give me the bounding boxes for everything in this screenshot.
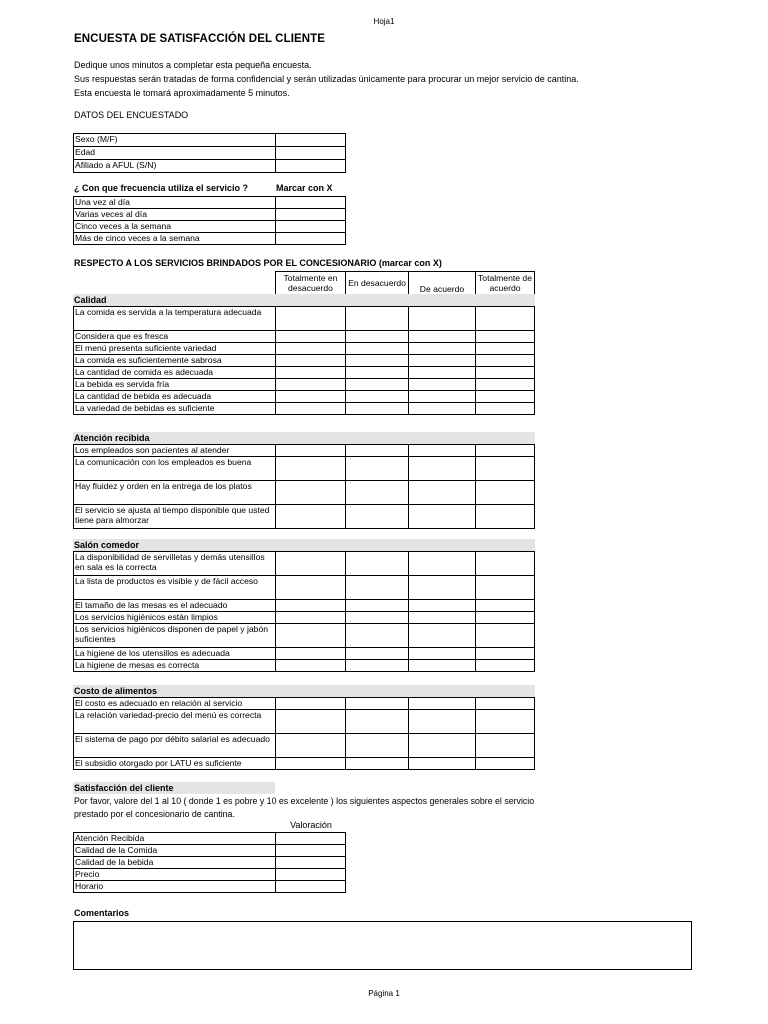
rating-cell[interactable]	[346, 648, 409, 660]
section-band-atencion: Atención recibida	[73, 432, 535, 444]
rating-cell[interactable]	[276, 331, 346, 343]
rating-cell[interactable]	[346, 600, 409, 612]
rating-cell[interactable]	[409, 481, 476, 505]
question-label: El costo es adecuado en relación al servicio	[74, 698, 276, 710]
rating-cell[interactable]	[476, 660, 535, 672]
rating-cell[interactable]	[476, 648, 535, 660]
rating-cell[interactable]	[276, 624, 346, 648]
rating-cell[interactable]	[476, 758, 535, 770]
answer-cell[interactable]	[276, 134, 346, 147]
question-label: La cantidad de comida es adecuada	[74, 367, 276, 379]
rating-cell[interactable]	[346, 612, 409, 624]
intro-line: Dedique unos minutos a completar esta pequeña encuesta.	[74, 60, 312, 70]
rating-cell[interactable]	[276, 445, 346, 457]
respondent-label: Sexo (M/F)	[74, 134, 276, 147]
intro-text	[74, 58, 579, 100]
rating-cell[interactable]	[346, 343, 409, 355]
question-label: La higiene de mesas es correcta	[74, 660, 276, 672]
services-heading: RESPECTO A LOS SERVICIOS BRINDADOS POR EL CONCESIONARIO (marcar con X)	[74, 258, 442, 268]
rating-cell[interactable]	[346, 758, 409, 770]
rating-cell[interactable]	[409, 355, 476, 367]
question-label: La variedad de bebidas es suficiente	[74, 403, 276, 415]
rating-cell[interactable]	[476, 343, 535, 355]
rating-cell[interactable]	[276, 600, 346, 612]
costo-table	[73, 697, 535, 770]
rating-cell[interactable]	[409, 660, 476, 672]
intro-line: Sus respuestas serán tratadas de forma confidencial y serán utilizadas únicamente para procurar un mejor servicio de cantina.	[74, 74, 579, 84]
rating-cell[interactable]	[476, 505, 535, 529]
rating-cell[interactable]	[409, 307, 476, 331]
rating-cell[interactable]	[409, 379, 476, 391]
question-label: La relación variedad-precio del menú es correcta	[74, 710, 276, 734]
section-band-costo: Costo de alimentos	[73, 685, 535, 697]
section-band-salon: Salón comedor	[73, 539, 535, 551]
rating-cell[interactable]	[409, 698, 476, 710]
rating-cell[interactable]	[276, 355, 346, 367]
rating-cell[interactable]	[409, 734, 476, 758]
frequency-mark-label: Marcar con X	[276, 183, 333, 193]
rating-cell[interactable]	[276, 612, 346, 624]
rating-cell[interactable]	[476, 624, 535, 648]
rating-cell[interactable]	[476, 445, 535, 457]
rating-cell[interactable]	[276, 734, 346, 758]
rating-cell[interactable]	[276, 758, 346, 770]
respondent-label: Afiliado a AFUL (S/N)	[74, 160, 276, 173]
salon-table	[73, 551, 535, 672]
rating-cell[interactable]	[276, 698, 346, 710]
rating-cell[interactable]	[409, 710, 476, 734]
question-label: Los empleados son pacientes al atender	[74, 445, 276, 457]
satisfaction-instructions	[74, 795, 534, 821]
rating-cell[interactable]	[476, 552, 535, 576]
comments-field[interactable]	[73, 921, 692, 970]
aspect-label: Calidad de la bebida	[74, 857, 276, 869]
aspect-label: Atención Recibida	[74, 833, 276, 845]
page-number: Página 1	[368, 989, 400, 998]
rating-cell[interactable]	[476, 403, 535, 415]
aspect-label: Precio	[74, 869, 276, 881]
rating-cell[interactable]	[476, 612, 535, 624]
rating-cell[interactable]	[276, 648, 346, 660]
column-header: Totalmente en desacuerdo	[276, 272, 346, 295]
rating-cell[interactable]	[276, 343, 346, 355]
respondent-heading: DATOS DEL ENCUESTADO	[74, 110, 189, 120]
question-label: Los servicios higiénicos están limpios	[74, 612, 276, 624]
question-label: La lista de productos es visible y de fácil acceso	[74, 576, 276, 600]
mark-cell[interactable]	[276, 197, 346, 209]
respondent-table	[73, 133, 346, 173]
question-label: El menú presenta suficiente variedad	[74, 343, 276, 355]
rating-cell[interactable]	[409, 367, 476, 379]
rating-cell[interactable]	[476, 710, 535, 734]
rating-cell[interactable]	[346, 481, 409, 505]
rating-cell[interactable]	[409, 648, 476, 660]
comments-heading: Comentarios	[74, 908, 130, 918]
rating-cell[interactable]	[476, 600, 535, 612]
rating-cell[interactable]	[276, 367, 346, 379]
rating-cell[interactable]	[346, 445, 409, 457]
rating-cell[interactable]	[476, 457, 535, 481]
answer-cell[interactable]	[276, 147, 346, 160]
rating-cell[interactable]	[409, 552, 476, 576]
rating-cell[interactable]	[276, 505, 346, 529]
rating-cell[interactable]	[276, 481, 346, 505]
column-header: De acuerdo	[409, 272, 476, 295]
question-label: La comida es servida a la temperatura adecuada	[74, 307, 276, 331]
mark-cell[interactable]	[276, 209, 346, 221]
rating-cell[interactable]	[476, 698, 535, 710]
question-label: El servicio se ajusta al tiempo disponible que usted tiene para almorzar	[74, 505, 276, 529]
rating-cell[interactable]	[346, 403, 409, 415]
question-label: Hay fluidez y orden en la entrega de los platos	[74, 481, 276, 505]
section-band-calidad: Calidad	[73, 294, 535, 306]
rating-cell[interactable]	[276, 391, 346, 403]
question-label: El subsidio otorgado por LATU es suficiente	[74, 758, 276, 770]
rating-cell[interactable]	[409, 758, 476, 770]
valoracion-header: Valoración	[290, 820, 332, 830]
rating-cell[interactable]	[346, 624, 409, 648]
rating-cell[interactable]	[476, 734, 535, 758]
respondent-label: Edad	[74, 147, 276, 160]
question-label: La higiene de los utensillos es adecuada	[74, 648, 276, 660]
rating-cell[interactable]	[476, 576, 535, 600]
rating-cell[interactable]	[346, 307, 409, 331]
question-label: La comida es suficientemente sabrosa	[74, 355, 276, 367]
question-label: Considera que es fresca	[74, 331, 276, 343]
rating-cell[interactable]	[276, 660, 346, 672]
frequency-option: Varias veces al día	[74, 209, 276, 221]
question-label: El sistema de pago por débito salarial es adecuado	[74, 734, 276, 758]
rating-cell[interactable]	[346, 552, 409, 576]
rating-cell[interactable]	[346, 367, 409, 379]
score-cell[interactable]	[276, 881, 346, 893]
aspect-label: Horario	[74, 881, 276, 893]
rating-cell[interactable]	[476, 379, 535, 391]
rating-cell[interactable]	[409, 624, 476, 648]
question-label: La comunicación con los empleados es buena	[74, 457, 276, 481]
frequency-option: Cinco veces a la semana	[74, 221, 276, 233]
rating-cell[interactable]	[346, 331, 409, 343]
question-label: El tamaño de las mesas es el adecuado	[74, 600, 276, 612]
rating-cell[interactable]	[476, 391, 535, 403]
instruction-line: Por favor, valore del 1 al 10 ( donde 1 es pobre y 10 es excelente ) los siguientes aspectos generales sobre el servicio	[74, 796, 535, 806]
score-cell[interactable]	[276, 857, 346, 869]
question-label: La bebida es servida fría	[74, 379, 276, 391]
rating-cell[interactable]	[346, 355, 409, 367]
intro-line: Esta encuesta le tomará aproximadamente 5 minutos.	[74, 88, 290, 98]
page-title: ENCUESTA DE SATISFACCIÓN DEL CLIENTE	[74, 33, 326, 45]
mark-cell[interactable]	[276, 221, 346, 233]
sheet-label: Hoja1	[373, 17, 395, 26]
rating-cell[interactable]	[409, 505, 476, 529]
rating-cell[interactable]	[409, 331, 476, 343]
rating-cell[interactable]	[476, 367, 535, 379]
score-cell[interactable]	[276, 869, 346, 881]
frequency-table	[73, 196, 346, 245]
column-header: En desacuerdo	[346, 272, 409, 295]
rating-cell[interactable]	[409, 576, 476, 600]
question-label: Los servicios higiénicos disponen de papel y jabón suficientes	[74, 624, 276, 648]
atencion-table	[73, 444, 535, 529]
rating-cell[interactable]	[276, 576, 346, 600]
score-cell[interactable]	[276, 833, 346, 845]
rating-cell[interactable]	[409, 612, 476, 624]
rating-cell[interactable]	[346, 576, 409, 600]
rating-cell[interactable]	[409, 343, 476, 355]
rating-cell[interactable]	[276, 403, 346, 415]
rating-cell[interactable]	[409, 445, 476, 457]
rating-cell[interactable]	[476, 307, 535, 331]
column-header: Totalmente de acuerdo	[476, 272, 535, 295]
rating-cell[interactable]	[276, 710, 346, 734]
rating-cell[interactable]	[276, 379, 346, 391]
aspect-label: Calidad de la Comida	[74, 845, 276, 857]
rating-cell[interactable]	[346, 505, 409, 529]
question-label: La disponibilidad de servilletas y demás utensillos en sala es la correcta	[74, 552, 276, 576]
rating-cell[interactable]	[346, 660, 409, 672]
rating-cell[interactable]	[346, 698, 409, 710]
rating-cell[interactable]	[276, 307, 346, 331]
instruction-line: prestado por el concesionario de cantina.	[74, 809, 235, 819]
rating-cell[interactable]	[476, 481, 535, 505]
frequency-option: Una vez al día	[74, 197, 276, 209]
answer-cell[interactable]	[276, 160, 346, 173]
rating-cell[interactable]	[346, 391, 409, 403]
frequency-question: ¿ Con que frecuencia utiliza el servicio ?	[74, 183, 249, 193]
rating-cell[interactable]	[409, 457, 476, 481]
rating-cell[interactable]	[276, 552, 346, 576]
satisfaction-table	[73, 832, 346, 893]
rating-cell[interactable]	[346, 710, 409, 734]
rating-cell[interactable]	[476, 355, 535, 367]
rating-cell[interactable]	[476, 331, 535, 343]
mark-cell[interactable]	[276, 233, 346, 245]
rating-cell[interactable]	[346, 734, 409, 758]
rating-columns-header	[275, 271, 535, 295]
rating-cell[interactable]	[346, 379, 409, 391]
rating-cell[interactable]	[409, 403, 476, 415]
rating-cell[interactable]	[409, 391, 476, 403]
rating-cell[interactable]	[276, 457, 346, 481]
score-cell[interactable]	[276, 845, 346, 857]
frequency-option: Más de cinco veces a la semana	[74, 233, 276, 245]
rating-cell[interactable]	[409, 600, 476, 612]
calidad-table	[73, 306, 535, 415]
question-label: La cantidad de bebida es adecuada	[74, 391, 276, 403]
section-band-satisfaccion: Satisfacción del cliente	[73, 782, 275, 794]
rating-cell[interactable]	[346, 457, 409, 481]
